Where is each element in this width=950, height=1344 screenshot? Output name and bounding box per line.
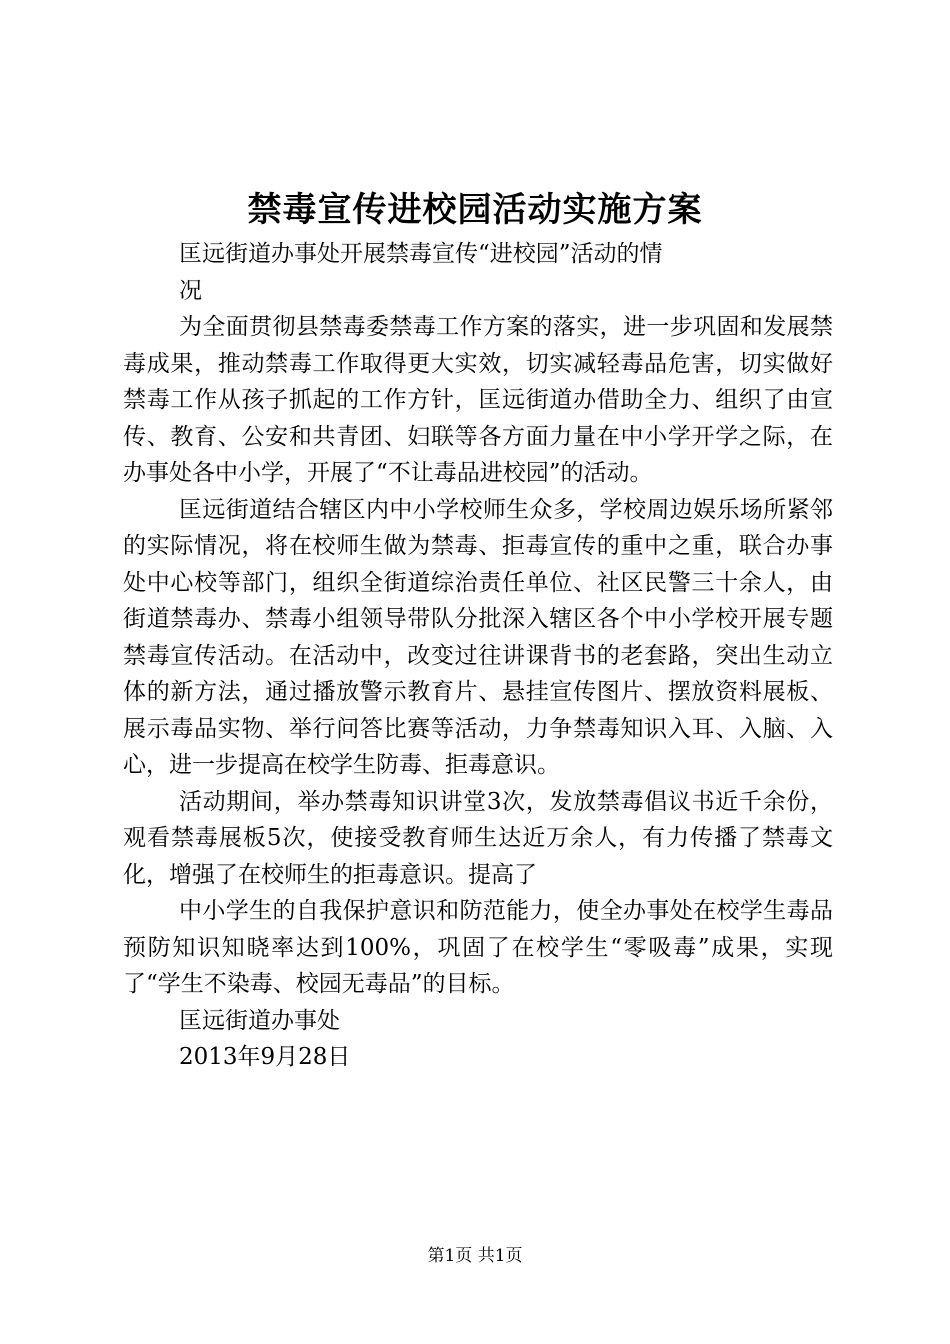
document-date: 2013年9月28日 [179,1044,351,1070]
paragraph-2: 匡远街道结合辖区内中小学校师生众多，学校周边娱乐场所紧邻的实际情况，将在校师生做为禁毒、拒毒宣传的重中之重，联合办事处中心校等部门，组织全街道综治责任单位、社区民警三十余人，由街道禁毒办、禁毒小组领导带队分批深入辖区各个中小学校开展专题禁毒宣传活动。在活动中，改变过往讲课背书的老套路，突出生动立体的新方法，通过播放警示教育片、悬挂宣传图片、摆放资料展板、展示毒品实物、举行问答比赛等活动，力争禁毒知识入耳、入脑、入心，进一步提高在校学生防毒、拒毒意识。 [123,496,833,778]
signature: 匡远街道办事处 [179,1007,340,1034]
paragraph-4: 中小学生的自我保护意识和防范能力，使全办事处在校学生毒品预防知识知晓率达到100%，巩固了在校学生“零吸毒”成果，实现了“学生不染毒、校园无毒品”的目标。 [123,898,833,997]
paragraph-1: 为全面贯彻县禁毒委禁毒工作方案的落实，进一步巩固和发展禁毒成果，推动禁毒工作取得更大实效，切实减轻毒品危害，切实做好禁毒工作从孩子抓起的工作方针，匡远街道办借助全力、组织了由宣传、教育、公安和共青团、妇联等各方面力量在中小学开学之际，在办事处各中小学，开展了“不让毒品进校园”的活动。 [123,314,833,486]
page-footer: 第1页 共1页 [427,1246,523,1266]
paragraph-3: 活动期间，举办禁毒知识讲堂3次，发放禁毒倡议书近千余份，观看禁毒展板5次，使接受教育师生达近万余人，有力传播了禁毒文化，增强了在校师生的拒毒意识。提高了 [123,788,833,888]
document-subtitle: 匡远街道办事处开展禁毒宣传“进校园”活动的情况 [179,241,663,304]
document-title: 禁毒宣传进校园活动实施方案 [247,190,703,230]
document-body [123,236,833,1076]
